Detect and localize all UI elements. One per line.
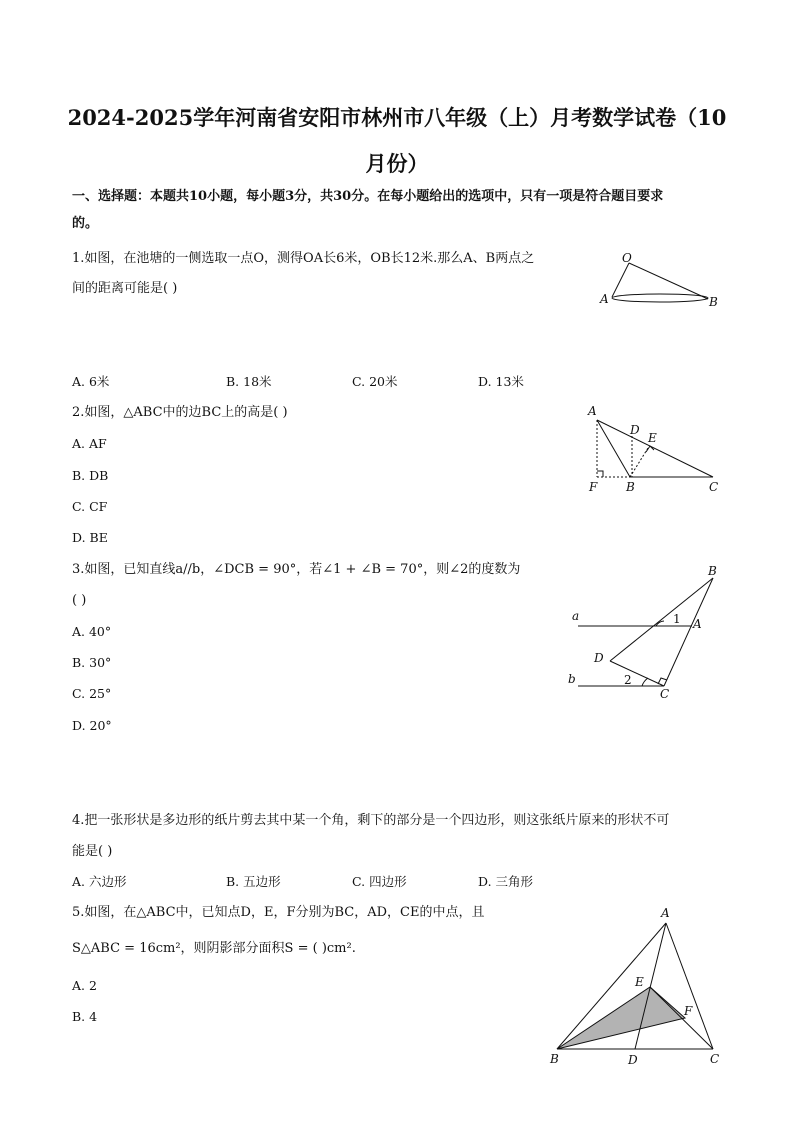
label-a-line: a xyxy=(572,609,580,623)
angle-2-arc xyxy=(642,678,648,686)
label-c: C xyxy=(660,687,670,700)
label-b: B xyxy=(550,1052,559,1066)
side-ac xyxy=(597,420,713,477)
q3-option-a[interactable]: A. 40° xyxy=(72,624,112,639)
question-5-text-continued: S△ABC = 16cm²，则阴影部分面积S = ( )cm². xyxy=(72,941,356,956)
question-2-text: 2.如图，△ABC中的边BC上的高是( ) xyxy=(72,405,288,420)
label-a: A xyxy=(600,292,609,306)
question-4-text-continued: 能是( ) xyxy=(72,844,113,859)
segment-bc xyxy=(664,578,713,686)
section-header: 一、选择题：本题共10小题，每小题3分，共30分。在每小题给出的选项中，只有一项是符合题目要求 xyxy=(72,189,664,204)
q5-option-a[interactable]: A. 2 xyxy=(72,978,97,993)
label-f: F xyxy=(589,480,598,494)
label-b: B xyxy=(626,480,635,494)
question-1-text: 1.如图，在池塘的一侧选取一点O，测得OA长6米，OB长12米.那么A、B两点之 xyxy=(72,251,535,266)
q4-option-a[interactable]: A. 六边形 xyxy=(72,874,127,889)
label-d: D xyxy=(628,1053,638,1067)
question-5-figure xyxy=(540,900,730,1072)
question-3-figure xyxy=(560,560,730,700)
side-ac xyxy=(666,923,713,1049)
label-d: D xyxy=(630,423,640,437)
q3-option-c[interactable]: C. 25° xyxy=(72,686,112,701)
section-header-continued: 的。 xyxy=(72,216,99,231)
q2-option-d[interactable]: D. BE xyxy=(72,530,108,545)
label-c: C xyxy=(710,1052,720,1066)
segment-oa xyxy=(612,263,629,297)
page-title: 2024-2025学年河南省安阳市林州市八年级（上）月考数学试卷（10 xyxy=(67,105,727,130)
label-b: B xyxy=(709,295,718,309)
shaded-triangle-bef xyxy=(557,987,685,1049)
q5-option-b[interactable]: B. 4 xyxy=(72,1009,98,1024)
label-angle-1: 1 xyxy=(673,612,681,626)
segment-be xyxy=(630,448,648,477)
q1-option-b[interactable]: B. 18米 xyxy=(226,374,272,389)
q2-option-c[interactable]: C. CF xyxy=(72,499,108,514)
q3-option-d[interactable]: D. 20° xyxy=(72,718,112,733)
label-o: O xyxy=(622,251,632,265)
q2-option-a[interactable]: A. AF xyxy=(72,436,107,451)
label-angle-2: 2 xyxy=(624,673,632,687)
q1-option-c[interactable]: C. 20米 xyxy=(352,374,398,389)
label-b-line: b xyxy=(568,672,576,686)
question-1-figure xyxy=(590,248,730,316)
label-a-point: A xyxy=(693,617,702,631)
q2-option-b[interactable]: B. DB xyxy=(72,468,109,483)
q1-option-a[interactable]: A. 6米 xyxy=(72,374,110,389)
label-e: E xyxy=(648,431,657,445)
q3-option-b[interactable]: B. 30° xyxy=(72,655,112,670)
label-c: C xyxy=(709,480,719,494)
right-angle-f xyxy=(597,471,603,477)
label-a: A xyxy=(661,906,670,920)
q4-option-c[interactable]: C. 四边形 xyxy=(352,874,407,889)
page-title-continued: 月份） xyxy=(365,151,429,176)
question-4-text: 4.把一张形状是多边形的纸片剪去其中某一个角，剩下的部分是一个四边形，则这张纸片原来的形状不可 xyxy=(72,813,670,828)
label-b: B xyxy=(708,564,717,578)
question-1-text-continued: 间的距离可能是( ) xyxy=(72,281,178,296)
q1-option-d[interactable]: D. 13米 xyxy=(478,374,524,389)
label-d: D xyxy=(594,651,604,665)
pond-ellipse xyxy=(612,294,708,302)
question-3-text: 3.如图，已知直线a//b，∠DCB = 90°，若∠1 + ∠B = 70°，则∠2的度数为 xyxy=(72,562,521,577)
segment-dc xyxy=(610,661,664,686)
label-e: E xyxy=(635,975,644,989)
question-5-text: 5.如图，在△ABC中，已知点D，E，F分别为BC，AD，CE的中点，且 xyxy=(72,905,485,920)
question-3-text-continued: ( ) xyxy=(72,593,87,608)
q4-option-b[interactable]: B. 五边形 xyxy=(226,874,281,889)
label-a: A xyxy=(588,404,597,418)
question-2-figure xyxy=(580,400,730,496)
q4-option-d[interactable]: D. 三角形 xyxy=(478,874,534,889)
label-f: F xyxy=(684,1004,693,1018)
